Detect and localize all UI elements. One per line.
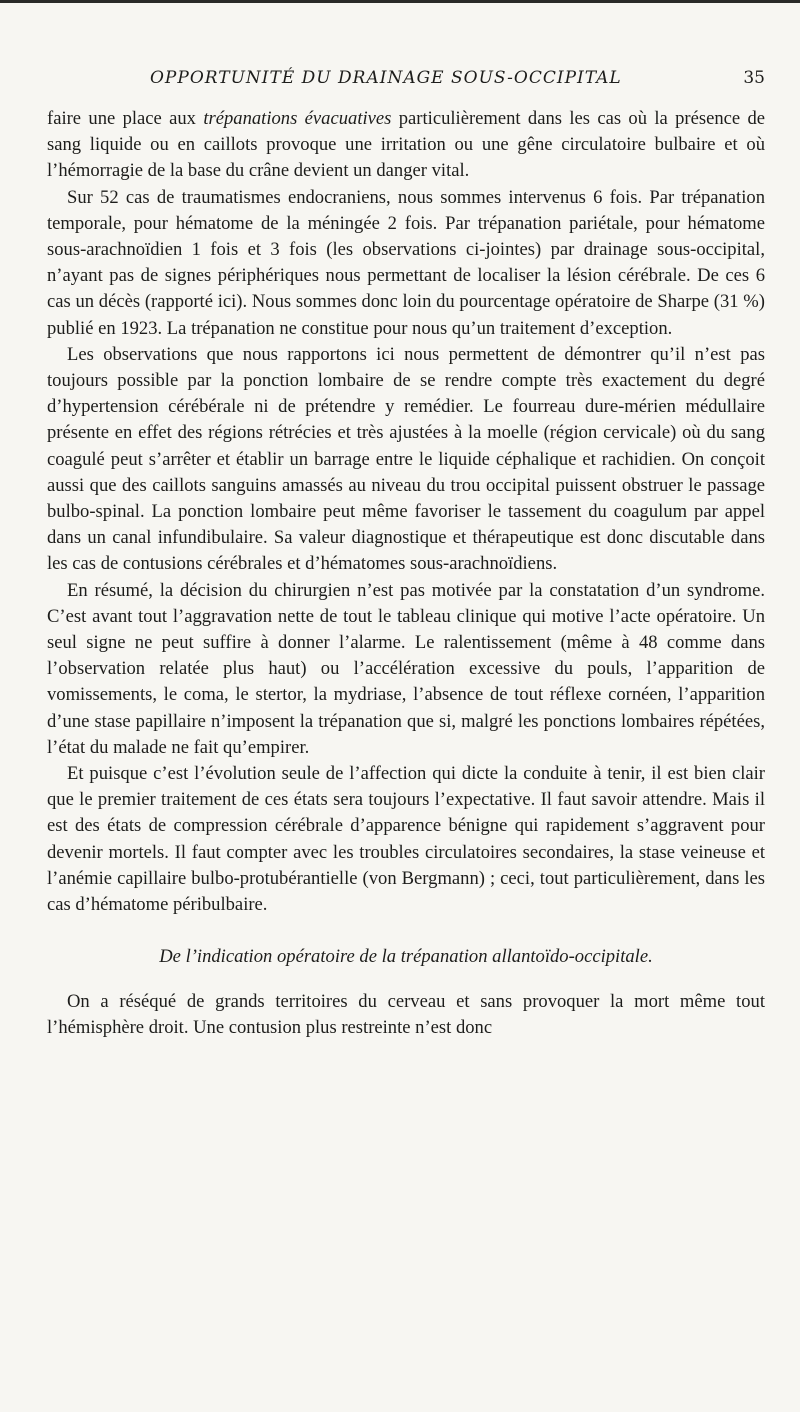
paragraph-1 — [47, 106, 765, 185]
paragraph-3: Les observations que nous rapportons ici nous permettent de démontrer qu’il n’est pas toujours possible par la ponction lombaire de se rendre compte très exactement du degré d’hypertension cérébérale ni de prétendre y remédier. Le fourreau dure-mérien médullaire présente en effet des régions rétrécies et très ajustées à la moelle (région cervicale) où du sang coagulé peut s’arrêter et établir un barrage entre le liquide céphalique et rachidien. On conçoit aussi que des caillots sanguins amassés au niveau du trou occipital puissent obstruer le passage bulbo-spinal. La ponction lombaire peut même favoriser le tassement du coagulum par appel dans un canal infundibulaire. Sa valeur diagnostique et thérapeutique est donc discutable dans les cas de contusions cérébrales et d’hématomes sous-arachnoïdiens. — [47, 343, 765, 575]
paragraph-2: Sur 52 cas de traumatismes endocraniens, nous sommes intervenus 6 fois. Par trépanation temporale, pour hématome de la méningée 2 fois. Par trépanation pariétale, pour hématome sous-arachnoïdien 1 fois et 3 fois (les observations ci-jointes) par drainage sous-occipital, n’ayant pas de signes périphériques nous permettant de localiser la lésion cérébrale. De ces 6 cas un décès (rapporté ici). Nous sommes donc loin du pourcentage opératoire de Sharpe (31 %) publié en 1923. La trépanation ne constitue pour nous qu’un traitement d’exception. — [47, 186, 765, 339]
section-heading: De l’indication opératoire de la trépanation allantoïdo-occipitale. — [159, 946, 653, 968]
paragraph-6: On a réséqué de grands territoires du cerveau et sans provoquer la mort même tout l’hémisphère droit. Une contusion plus restreinte n’est donc — [47, 990, 765, 1038]
running-title: OPPORTUNITÉ DU DRAINAGE SOUS-OCCIPITAL — [150, 68, 622, 88]
top-border-rule — [0, 0, 800, 3]
paragraph-1-italic-term: trépanations évacuatives — [203, 108, 392, 129]
paragraph-1-start: faire une place aux — [47, 108, 204, 129]
paragraph-1-end: particulièrement dans les cas où la présence de sang liquide ou en caillots provoque une irritation ou une gêne circulatoire bulbaire et où l’hémorragie de la base du crâne devient un danger vital. — [47, 108, 766, 182]
paragraph-5: Et puisque c’est l’évolution seule de l’affection qui dicte la conduite à tenir, il est bien clair que le premier traitement de ces états sera toujours l’expectative. Il faut savoir attendre. Mais il est des états de compression cérébrale d’apparence bénigne qui rapidement s’aggravent pour devenir mortels. Il faut compter avec les troubles circulatoires secondaires, la stase veineuse et l’anémie capillaire bulbo-protubérantielle (von Bergmann) ; ceci, tout particulièrement, dans les cas d’hématome péribulbaire. — [47, 763, 765, 916]
paragraph-4: En résumé, la décision du chirurgien n’est pas motivée par la constatation d’un syndrome. C’est avant tout l’aggravation nette de tout le tableau clinique qui motive l’acte opératoire. Un seul signe ne peut suffire à donner l’alarme. Le ralentissement (même à 48 comme dans l’observation relatée plus haut) ou l’accélération excessive du pouls, l’apparition de vomissements, le coma, le stertor, la mydriase, l’absence de tout réflexe cornéen, l’apparition d’une stase papillaire n’imposent la trépanation que si, malgré les ponctions lombaires répétées, l’état du malade ne fait qu’empirer. — [47, 579, 765, 758]
page-header — [150, 68, 765, 94]
page-number: 35 — [743, 68, 765, 88]
body-text — [47, 106, 765, 1041]
